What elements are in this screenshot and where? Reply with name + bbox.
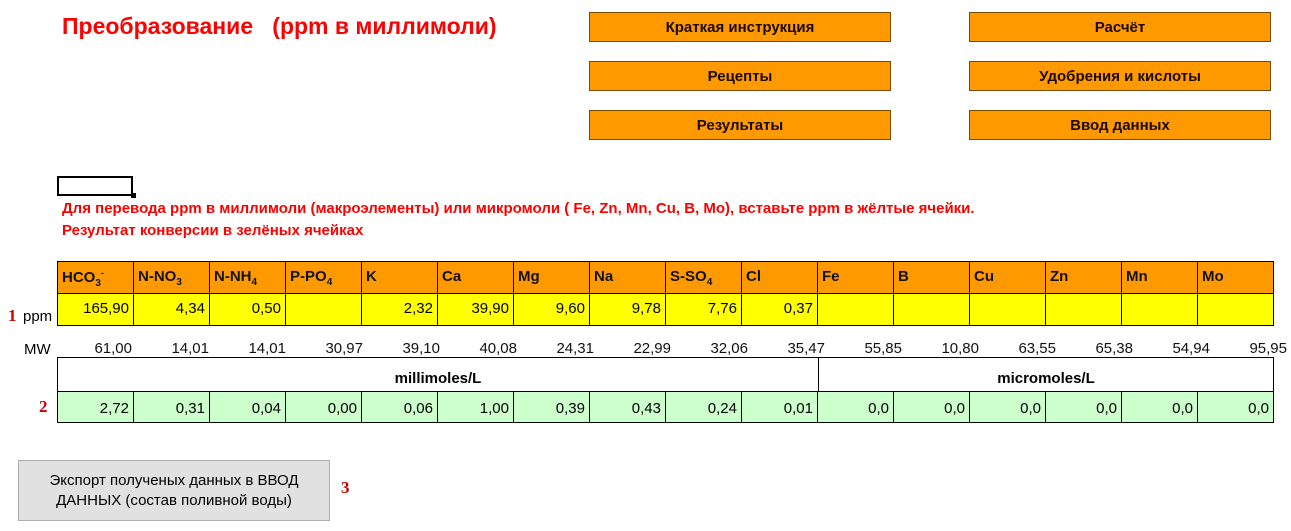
result-cell: 0,0 bbox=[1045, 391, 1122, 423]
mw-value-cell: 40,08 bbox=[479, 340, 517, 357]
selected-cell[interactable] bbox=[57, 176, 133, 196]
marker-2: 2 bbox=[39, 397, 48, 416]
result-cell: 0,04 bbox=[209, 391, 286, 423]
column-header-subscript: 3 bbox=[176, 277, 182, 288]
column-header-text: HCO bbox=[62, 269, 96, 286]
column-header bbox=[133, 261, 210, 294]
ppm-input-cell[interactable]: 4,34 bbox=[133, 293, 210, 326]
ppm-row-label: ppm bbox=[23, 308, 53, 325]
ppm-input-cell[interactable] bbox=[817, 293, 894, 326]
column-header-text: B bbox=[898, 268, 909, 285]
column-header-text: Cl bbox=[746, 268, 761, 285]
recipes-button[interactable]: Рецепты bbox=[589, 61, 891, 91]
ppm-input-cell[interactable] bbox=[893, 293, 970, 326]
mw-value-cell: 39,10 bbox=[402, 340, 440, 357]
column-header bbox=[1045, 261, 1122, 294]
column-header bbox=[437, 261, 514, 294]
column-header-superscript: - bbox=[100, 268, 104, 278]
instruction-line-1: Для перевода ppm в миллимоли (макроэлементы) или микромоли ( Fe, Zn, Mn, Cu, B, Mo), вставьте ppm в жёлтые ячейки. bbox=[62, 200, 975, 217]
result-cell: 0,0 bbox=[817, 391, 894, 423]
mw-value-cell: 63,55 bbox=[1018, 340, 1056, 357]
result-cell: 0,00 bbox=[285, 391, 362, 423]
column-header-text: Cu bbox=[974, 268, 994, 285]
result-cell: 0,43 bbox=[589, 391, 666, 423]
column-header-text: P-PO bbox=[290, 268, 327, 285]
column-header bbox=[741, 261, 818, 294]
ppm-input-cell[interactable]: 9,60 bbox=[513, 293, 590, 326]
result-row bbox=[57, 391, 1274, 423]
ppm-input-cell[interactable]: 39,90 bbox=[437, 293, 514, 326]
column-header-text: Mg bbox=[518, 268, 540, 285]
column-header bbox=[285, 261, 362, 294]
fill-handle[interactable] bbox=[131, 193, 136, 198]
column-header-text: N-NH bbox=[214, 268, 252, 285]
column-header-text: Mn bbox=[1126, 268, 1148, 285]
column-header bbox=[361, 261, 438, 294]
result-cell: 0,0 bbox=[893, 391, 970, 423]
micromoles-label: micromoles/L bbox=[818, 357, 1274, 392]
column-header-text: K bbox=[366, 268, 377, 285]
mw-value-cell: 55,85 bbox=[864, 340, 902, 357]
result-cell: 0,0 bbox=[969, 391, 1046, 423]
column-header bbox=[57, 261, 134, 294]
ppm-input-cell[interactable]: 9,78 bbox=[589, 293, 666, 326]
column-header-text: N-NO bbox=[138, 268, 177, 285]
column-header-text: Zn bbox=[1050, 268, 1069, 285]
ppm-input-cell[interactable]: 2,32 bbox=[361, 293, 438, 326]
header-row bbox=[57, 261, 1274, 294]
column-header bbox=[1197, 261, 1274, 294]
result-cell: 0,0 bbox=[1121, 391, 1198, 423]
column-header-subscript: 3 bbox=[95, 278, 101, 289]
result-cell: 0,06 bbox=[361, 391, 438, 423]
mw-value-cell: 35,47 bbox=[787, 340, 825, 357]
mw-value-cell: 95,95 bbox=[1249, 340, 1287, 357]
result-cell: 0,01 bbox=[741, 391, 818, 423]
column-header bbox=[893, 261, 970, 294]
column-header bbox=[817, 261, 894, 294]
column-header bbox=[513, 261, 590, 294]
column-header bbox=[969, 261, 1046, 294]
mw-value-cell: 65,38 bbox=[1095, 340, 1133, 357]
millimoles-label: millimoles/L bbox=[57, 357, 819, 392]
result-cell: 0,24 bbox=[665, 391, 742, 423]
results-button[interactable]: Результаты bbox=[589, 110, 891, 140]
result-cell: 2,72 bbox=[57, 391, 134, 423]
ppm-input-cell[interactable] bbox=[1121, 293, 1198, 326]
result-cell: 1,00 bbox=[437, 391, 514, 423]
mw-value-cell: 32,06 bbox=[710, 340, 748, 357]
ppm-input-cell[interactable]: 165,90 bbox=[57, 293, 134, 326]
marker-1: 1 bbox=[8, 306, 17, 325]
mw-value-cell: 54,94 bbox=[1172, 340, 1210, 357]
units-row bbox=[57, 357, 1274, 392]
column-header-subscript: 4 bbox=[706, 277, 713, 288]
mw-row bbox=[57, 336, 1289, 358]
column-header-subscript: 4 bbox=[326, 277, 333, 288]
page-title: Преобразование (ppm в миллимоли) bbox=[62, 13, 497, 39]
column-header bbox=[589, 261, 666, 294]
column-header-text: S-SO bbox=[670, 268, 707, 285]
result-cell: 0,39 bbox=[513, 391, 590, 423]
calculation-button[interactable]: Расчёт bbox=[969, 12, 1271, 42]
ppm-input-cell[interactable] bbox=[1045, 293, 1122, 326]
result-cell: 0,0 bbox=[1197, 391, 1274, 423]
mw-value-cell: 14,01 bbox=[248, 340, 286, 357]
column-header bbox=[1121, 261, 1198, 294]
ppm-input-cell[interactable] bbox=[969, 293, 1046, 326]
column-header-text: Na bbox=[594, 268, 614, 285]
mw-value-cell: 24,31 bbox=[556, 340, 594, 357]
column-header bbox=[665, 261, 742, 294]
column-header-text: Fe bbox=[822, 268, 840, 285]
brief-instructions-button[interactable]: Краткая инструкция bbox=[589, 12, 891, 42]
column-header-text: Mo bbox=[1202, 268, 1224, 285]
fertilizers-acids-button[interactable]: Удобрения и кислоты bbox=[969, 61, 1271, 91]
ppm-input-cell[interactable]: 0,50 bbox=[209, 293, 286, 326]
ppm-input-cell[interactable] bbox=[285, 293, 362, 326]
mw-value-cell: 61,00 bbox=[94, 340, 132, 357]
mw-row-label: MW bbox=[24, 341, 51, 358]
marker-3: 3 bbox=[341, 478, 350, 497]
data-input-button[interactable]: Ввод данных bbox=[969, 110, 1271, 140]
column-header-text: Ca bbox=[442, 268, 462, 285]
mw-value-cell: 10,80 bbox=[941, 340, 979, 357]
column-header bbox=[209, 261, 286, 294]
column-header-subscript: 4 bbox=[251, 277, 258, 288]
result-cell: 0,31 bbox=[133, 391, 210, 423]
ppm-input-cell[interactable]: 0,37 bbox=[741, 293, 818, 326]
instruction-line-2: Результат конверсии в зелёных ячейках bbox=[62, 222, 364, 239]
mw-value-cell: 22,99 bbox=[633, 340, 671, 357]
ppm-row bbox=[57, 293, 1274, 326]
ppm-input-cell[interactable] bbox=[1197, 293, 1274, 326]
mw-value-cell: 30,97 bbox=[325, 340, 363, 357]
export-button[interactable]: Экспорт полученых данных в ВВОД ДАННЫХ (состав поливной воды) bbox=[18, 460, 330, 521]
mw-value-cell: 14,01 bbox=[171, 340, 209, 357]
ppm-input-cell[interactable]: 7,76 bbox=[665, 293, 742, 326]
